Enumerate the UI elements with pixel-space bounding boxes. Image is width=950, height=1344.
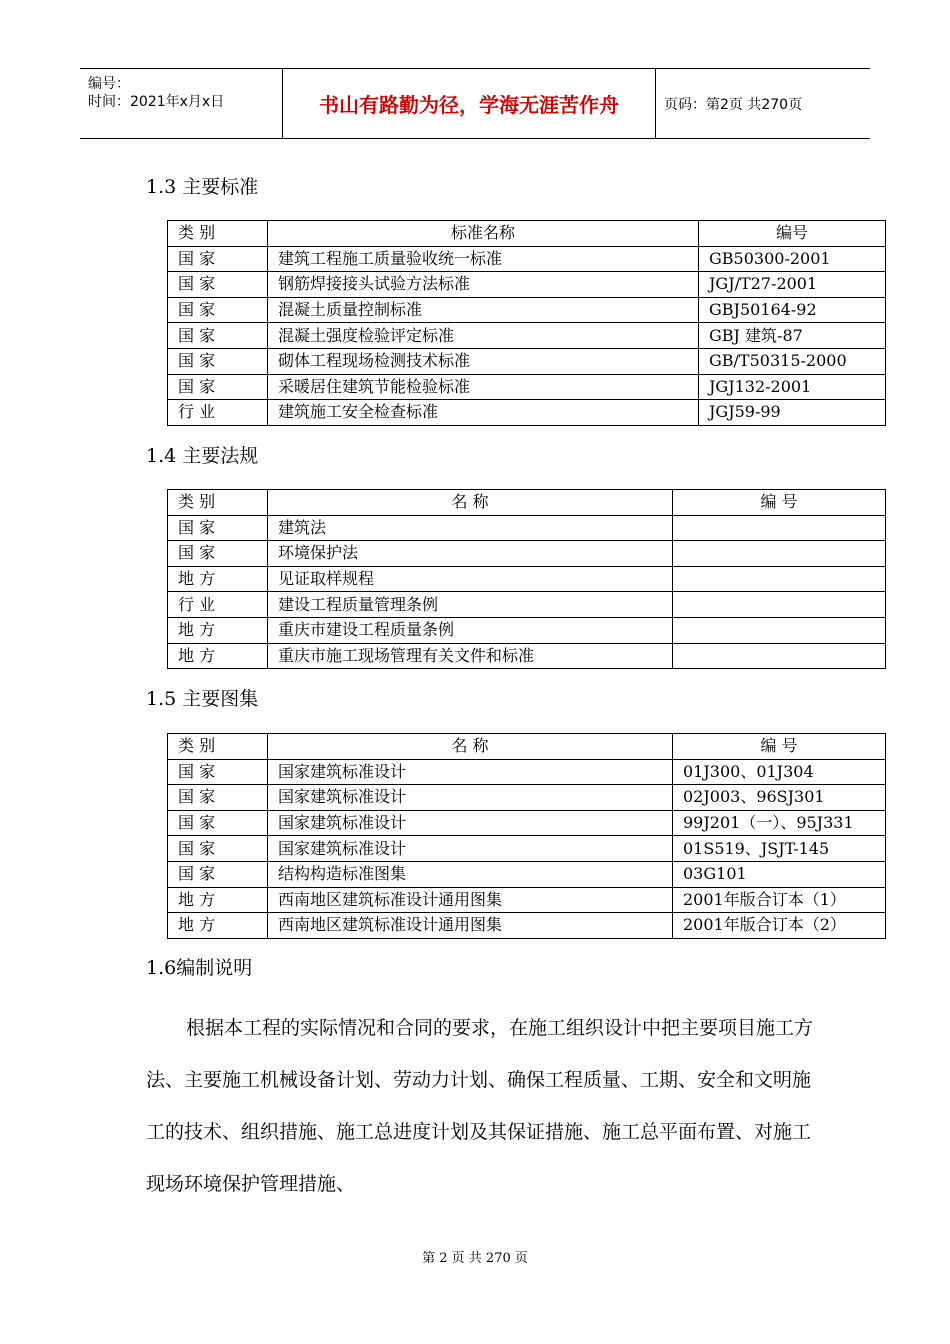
table-row	[168, 246, 886, 272]
table-cell: 03G101	[673, 861, 886, 887]
table-cell: 01J300、01J304	[673, 759, 886, 785]
atlases-table	[167, 733, 886, 939]
time-label: 时间：2021年x月x日	[88, 94, 225, 110]
table-cell: GBJ 建筑-87	[699, 323, 886, 349]
compilation-paragraph	[146, 1002, 826, 1210]
column-header: 编 号	[673, 490, 886, 516]
table-cell: 建筑施工安全检查标准	[268, 400, 699, 426]
table-cell: 结构构造标准图集	[268, 861, 673, 887]
regulations-table	[167, 489, 886, 669]
table-row	[168, 643, 886, 669]
table-cell: 西南地区建筑标准设计通用图集	[268, 913, 673, 939]
table-cell: 环境保护法	[268, 541, 673, 567]
table-row	[168, 541, 886, 567]
table-cell: 国 家	[168, 785, 268, 811]
table-cell: 国 家	[168, 515, 268, 541]
table-cell: 地 方	[168, 617, 268, 643]
section-title-standards: 1.3 主要标准	[146, 176, 259, 198]
table-cell: 国家建筑标准设计	[268, 785, 673, 811]
table-cell: 地 方	[168, 887, 268, 913]
table-cell: 见证取样规程	[268, 566, 673, 592]
table-cell: 01S519、JSJT-145	[673, 836, 886, 862]
table-header-row	[168, 490, 886, 516]
table-cell: 2001年版合订本（2）	[673, 913, 886, 939]
table-cell: 02J003、96SJ301	[673, 785, 886, 811]
table-cell: 国 家	[168, 246, 268, 272]
table-cell: 钢筋焊接接头试验方法标准	[268, 272, 699, 298]
table-cell: 地 方	[168, 913, 268, 939]
table-cell: 西南地区建筑标准设计通用图集	[268, 887, 673, 913]
table-cell	[673, 617, 886, 643]
table-cell: 国 家	[168, 272, 268, 298]
table-row	[168, 323, 886, 349]
table-cell: GB/T50315-2000	[699, 348, 886, 374]
table-cell: GBJ50164-92	[699, 297, 886, 323]
table-row	[168, 887, 886, 913]
table-cell: 国 家	[168, 297, 268, 323]
table-cell: GB50300-2001	[699, 246, 886, 272]
column-header: 类 别	[168, 734, 268, 760]
section-title-compilation: 1.6编制说明	[146, 957, 253, 979]
page-footer: 第 2 页 共 270 页	[422, 1251, 528, 1266]
section-title-regulations: 1.4 主要法规	[146, 445, 259, 467]
table-cell: 地 方	[168, 643, 268, 669]
table-row	[168, 566, 886, 592]
column-header: 编 号	[673, 734, 886, 760]
table-cell: 国 家	[168, 861, 268, 887]
table-row	[168, 592, 886, 618]
table-row	[168, 913, 886, 939]
table-cell: 混凝土强度检验评定标准	[268, 323, 699, 349]
table-row	[168, 515, 886, 541]
number-label: 编号：	[88, 76, 130, 92]
page-header	[80, 68, 870, 139]
table-row	[168, 272, 886, 298]
table-cell: 国 家	[168, 836, 268, 862]
table-cell: 国 家	[168, 323, 268, 349]
table-cell: 国家建筑标准设计	[268, 836, 673, 862]
table-cell	[673, 566, 886, 592]
table-cell: JGJ59-99	[699, 400, 886, 426]
table-cell: 国家建筑标准设计	[268, 759, 673, 785]
table-row	[168, 810, 886, 836]
table-cell: 混凝土质量控制标准	[268, 297, 699, 323]
table-cell: 国家建筑标准设计	[268, 810, 673, 836]
table-cell: 建筑工程施工质量验收统一标准	[268, 246, 699, 272]
table-row	[168, 400, 886, 426]
table-cell: 建设工程质量管理条例	[268, 592, 673, 618]
table-cell: JGJ132-2001	[699, 374, 886, 400]
table-cell: 国 家	[168, 348, 268, 374]
table-row	[168, 374, 886, 400]
table-cell: 行 业	[168, 400, 268, 426]
table-cell: 砌体工程现场检测技术标准	[268, 348, 699, 374]
compilation-body: 根据本工程的实际情况和合同的要求，在施工组织设计中把主要项目施工方法、主要施工机械设备计划、劳动力计划、确保工程质量、工期、安全和文明施工的技术、组织措施、施工总进度计划及其保证措施、施工总平面布置、对施工现场环境保护管理措施、	[146, 1017, 814, 1195]
table-cell: 重庆市施工现场管理有关文件和标准	[268, 643, 673, 669]
table-row	[168, 836, 886, 862]
header-page-info: 页码：第2页 共270页	[664, 96, 803, 113]
table-cell	[673, 592, 886, 618]
table-cell: 国 家	[168, 541, 268, 567]
header-motto: 书山有路勤为径，学海无涯苦作舟	[282, 69, 656, 138]
header-meta	[80, 69, 282, 138]
table-row	[168, 297, 886, 323]
standards-table	[167, 220, 886, 426]
table-cell: 国 家	[168, 759, 268, 785]
table-row	[168, 759, 886, 785]
table-header-row	[168, 221, 886, 247]
table-cell: 建筑法	[268, 515, 673, 541]
table-row	[168, 785, 886, 811]
table-cell: 国 家	[168, 374, 268, 400]
table-row	[168, 617, 886, 643]
table-row	[168, 861, 886, 887]
column-header: 类 别	[168, 221, 268, 247]
table-cell: 地 方	[168, 566, 268, 592]
table-cell	[673, 541, 886, 567]
table-cell	[673, 515, 886, 541]
table-cell: 行 业	[168, 592, 268, 618]
table-cell: 2001年版合订本（1）	[673, 887, 886, 913]
table-cell	[673, 643, 886, 669]
table-row	[168, 348, 886, 374]
table-header-row	[168, 734, 886, 760]
column-header: 类 别	[168, 490, 268, 516]
table-cell: 国 家	[168, 810, 268, 836]
table-cell: 99J201（一）、95J331	[673, 810, 886, 836]
column-header: 编号	[699, 221, 886, 247]
column-header: 名 称	[268, 490, 673, 516]
column-header: 名 称	[268, 734, 673, 760]
table-cell: 采暖居住建筑节能检验标准	[268, 374, 699, 400]
column-header: 标准名称	[268, 221, 699, 247]
table-cell: JGJ/T27-2001	[699, 272, 886, 298]
section-title-atlases: 1.5 主要图集	[146, 688, 259, 710]
table-cell: 重庆市建设工程质量条例	[268, 617, 673, 643]
